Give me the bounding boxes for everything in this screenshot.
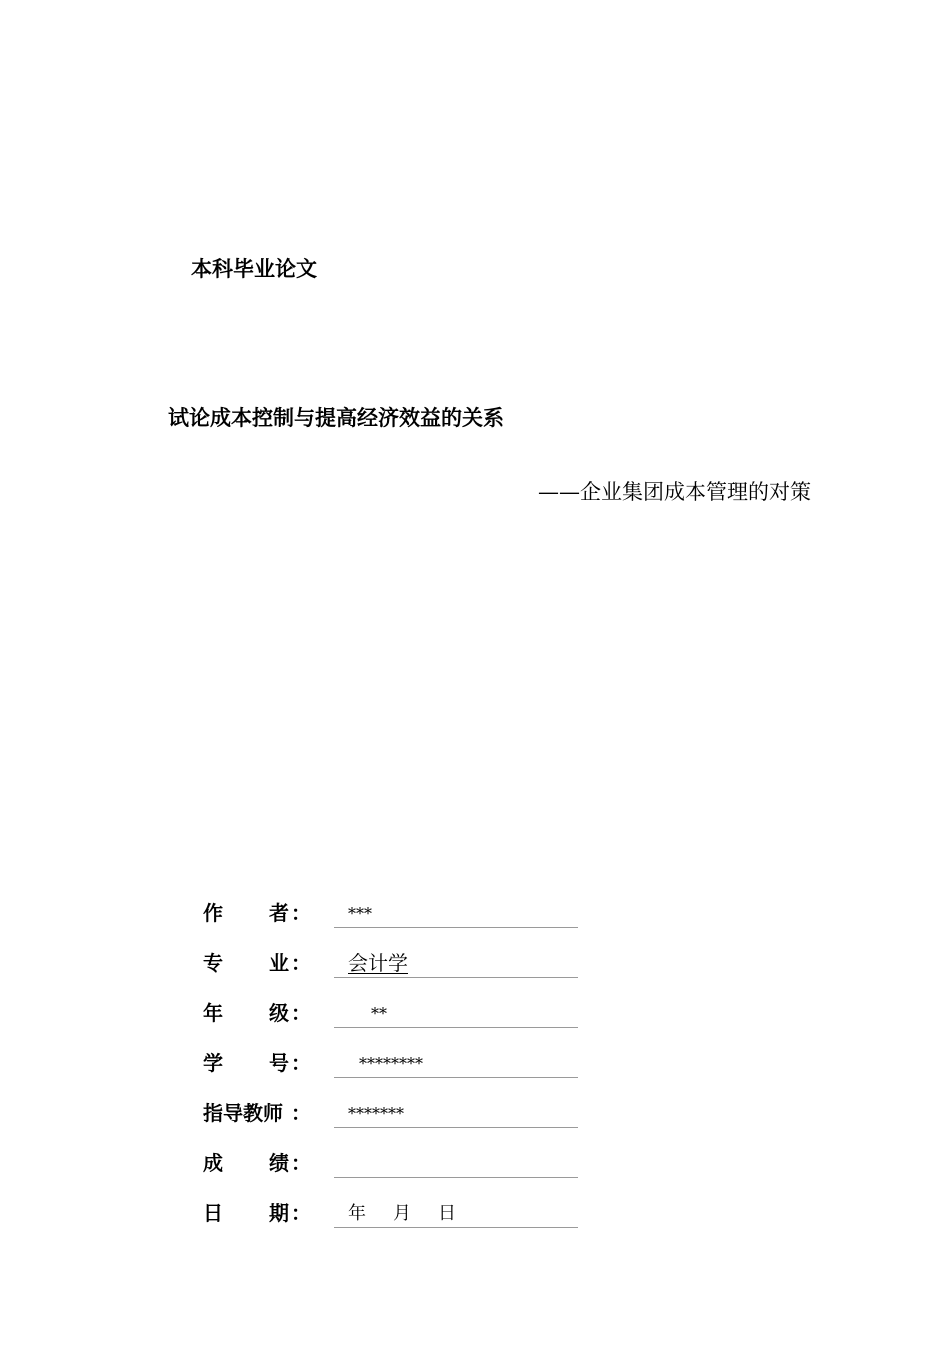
major-value: 会计学 bbox=[348, 951, 408, 975]
student-id-field bbox=[334, 1049, 578, 1078]
score-field bbox=[334, 1149, 578, 1178]
thesis-subtitle: ——企业集团成本管理的对策 bbox=[538, 480, 811, 504]
score-row: 成 绩 ： bbox=[203, 1149, 583, 1179]
advisor-value: ******* bbox=[348, 1104, 404, 1123]
student-id-row: 学 号 ： ******** bbox=[203, 1049, 583, 1079]
date-year: 年 bbox=[348, 1203, 366, 1224]
grade-field bbox=[334, 999, 578, 1028]
major-row: 专 业 ： 会计学 bbox=[203, 949, 583, 979]
thesis-type-label: 本科毕业论文 bbox=[191, 257, 317, 281]
thesis-title: 试论成本控制与提高经济效益的关系 bbox=[168, 406, 504, 430]
date-row: 日 期 ： 年 月 日 bbox=[203, 1199, 583, 1229]
grade-value: ** bbox=[371, 1004, 387, 1023]
author-field bbox=[334, 899, 578, 928]
grade-row: 年 级 ： ** bbox=[203, 999, 583, 1029]
major-field bbox=[334, 949, 578, 978]
advisor-field bbox=[334, 1099, 578, 1128]
date-month: 月 bbox=[393, 1203, 411, 1224]
student-id-value: ******** bbox=[359, 1054, 423, 1073]
author-row: 作 者 ： *** bbox=[203, 899, 583, 929]
advisor-row: 指导教师 ： ******* bbox=[203, 1099, 583, 1129]
date-field bbox=[334, 1199, 578, 1228]
author-value: *** bbox=[348, 904, 372, 923]
date-day: 日 bbox=[438, 1203, 456, 1224]
